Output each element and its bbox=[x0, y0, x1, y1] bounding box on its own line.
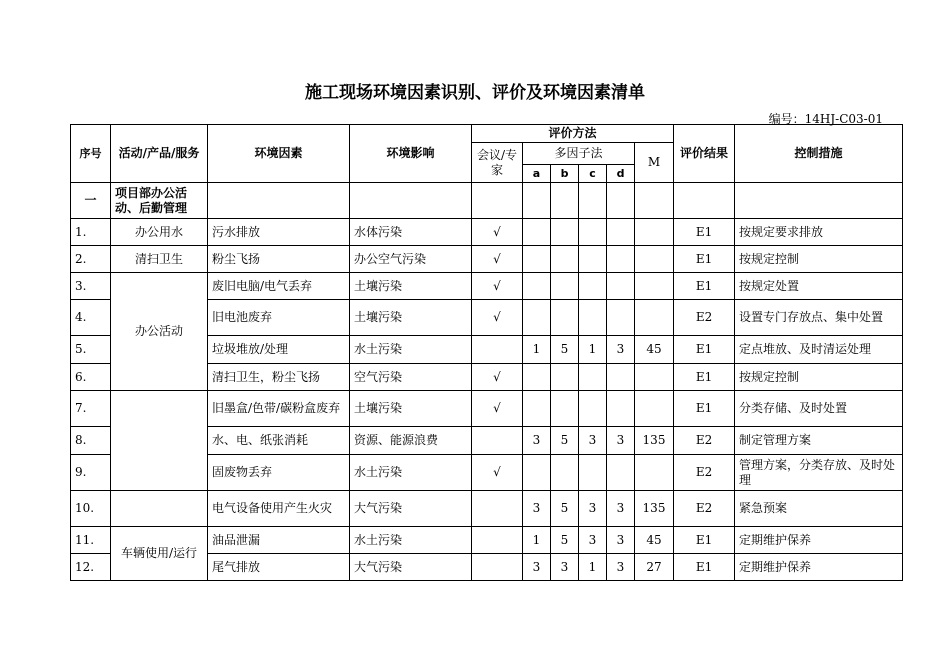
evaluation-result: E1 bbox=[674, 391, 735, 427]
environment-impact: 大气污染 bbox=[350, 554, 472, 581]
factor-c: 3 bbox=[579, 527, 607, 554]
header-b: b bbox=[551, 165, 579, 183]
table-row bbox=[71, 246, 903, 273]
factor-b: 5 bbox=[551, 427, 579, 455]
section-name: 项目部办公活动、后勤管理 bbox=[111, 183, 208, 219]
meeting-expert-mark: √ bbox=[472, 455, 523, 491]
header-c: c bbox=[579, 165, 607, 183]
factor-m bbox=[635, 391, 674, 427]
row-number: 11. bbox=[71, 527, 111, 554]
activity-group: 清扫卫生 bbox=[111, 246, 208, 273]
factor-d: 3 bbox=[607, 491, 635, 527]
factor-b: 3 bbox=[551, 554, 579, 581]
factor-b: 5 bbox=[551, 336, 579, 364]
header-measure: 控制措施 bbox=[735, 125, 903, 183]
environment-impact: 水土污染 bbox=[350, 455, 472, 491]
factor-c bbox=[579, 300, 607, 336]
environment-impact: 土壤污染 bbox=[350, 273, 472, 300]
document-number: 编号：14HJ-C03-01 bbox=[768, 112, 883, 126]
header-factor: 环境因素 bbox=[208, 125, 350, 183]
meeting-expert-mark bbox=[472, 491, 523, 527]
factor-m bbox=[635, 219, 674, 246]
factor-d bbox=[607, 364, 635, 391]
evaluation-result: E1 bbox=[674, 527, 735, 554]
factor-a: 3 bbox=[523, 491, 551, 527]
environment-impact: 大气污染 bbox=[350, 491, 472, 527]
environment-impact: 办公空气污染 bbox=[350, 246, 472, 273]
table-body bbox=[71, 219, 903, 581]
control-measure: 按规定处置 bbox=[735, 273, 903, 300]
factor-c: 1 bbox=[579, 554, 607, 581]
header-multi: 多因子法 bbox=[523, 143, 635, 165]
factor-m bbox=[635, 455, 674, 491]
factor-c: 1 bbox=[579, 336, 607, 364]
row-number: 8. bbox=[71, 427, 111, 455]
factor-c: 3 bbox=[579, 427, 607, 455]
factor-a bbox=[523, 219, 551, 246]
control-measure: 定期维护保养 bbox=[735, 527, 903, 554]
row-number: 10. bbox=[71, 491, 111, 527]
environment-impact: 土壤污染 bbox=[350, 391, 472, 427]
header-d: d bbox=[607, 165, 635, 183]
activity-group bbox=[111, 491, 208, 527]
activity-group bbox=[111, 391, 208, 491]
factor-m: 135 bbox=[635, 491, 674, 527]
meeting-expert-mark: √ bbox=[472, 300, 523, 336]
environment-factor: 旧墨盒/色带/碳粉盒废弃 bbox=[208, 391, 350, 427]
factor-b bbox=[551, 219, 579, 246]
evaluation-result: E2 bbox=[674, 455, 735, 491]
factor-b: 5 bbox=[551, 527, 579, 554]
table-row bbox=[71, 391, 903, 427]
factor-a bbox=[523, 391, 551, 427]
environment-impact: 空气污染 bbox=[350, 364, 472, 391]
factor-b bbox=[551, 391, 579, 427]
factor-b bbox=[551, 246, 579, 273]
factor-m: 27 bbox=[635, 554, 674, 581]
factor-c bbox=[579, 273, 607, 300]
meeting-expert-mark bbox=[472, 427, 523, 455]
meeting-expert-mark: √ bbox=[472, 364, 523, 391]
row-number: 2. bbox=[71, 246, 111, 273]
control-measure: 制定管理方案 bbox=[735, 427, 903, 455]
row-number: 9. bbox=[71, 455, 111, 491]
control-measure: 分类存储、及时处置 bbox=[735, 391, 903, 427]
header-eval-method: 评价方法 bbox=[472, 125, 674, 143]
control-measure: 按规定控制 bbox=[735, 364, 903, 391]
factor-a bbox=[523, 300, 551, 336]
factor-a: 1 bbox=[523, 336, 551, 364]
environment-factor: 固废物丢弃 bbox=[208, 455, 350, 491]
header-m: M bbox=[635, 143, 674, 183]
table-row bbox=[71, 219, 903, 246]
control-measure: 定期维护保养 bbox=[735, 554, 903, 581]
table-row bbox=[71, 273, 903, 300]
meeting-expert-mark bbox=[472, 336, 523, 364]
evaluation-result: E1 bbox=[674, 336, 735, 364]
meeting-expert-mark: √ bbox=[472, 219, 523, 246]
header-row-1 bbox=[71, 125, 903, 143]
factor-d bbox=[607, 391, 635, 427]
factor-c bbox=[579, 391, 607, 427]
environment-factor: 污水排放 bbox=[208, 219, 350, 246]
row-number: 4. bbox=[71, 300, 111, 336]
activity-group: 车辆使用/运行 bbox=[111, 527, 208, 581]
factor-a bbox=[523, 455, 551, 491]
factor-m bbox=[635, 273, 674, 300]
environment-factor-table bbox=[70, 124, 903, 581]
environment-impact: 资源、能源浪费 bbox=[350, 427, 472, 455]
meeting-expert-mark bbox=[472, 554, 523, 581]
environment-impact: 水土污染 bbox=[350, 336, 472, 364]
evaluation-result: E1 bbox=[674, 246, 735, 273]
environment-factor: 尾气排放 bbox=[208, 554, 350, 581]
evaluation-result: E2 bbox=[674, 300, 735, 336]
header-meeting: 会议/专家 bbox=[472, 143, 523, 183]
control-measure: 管理方案，分类存放、及时处理 bbox=[735, 455, 903, 491]
section-number: 一 bbox=[71, 183, 111, 219]
row-number: 3. bbox=[71, 273, 111, 300]
meeting-expert-mark: √ bbox=[472, 273, 523, 300]
header-activity: 活动/产品/服务 bbox=[111, 125, 208, 183]
factor-d: 3 bbox=[607, 427, 635, 455]
table-row bbox=[71, 527, 903, 554]
factor-d bbox=[607, 455, 635, 491]
environment-factor: 废旧电脑/电气丢弃 bbox=[208, 273, 350, 300]
factor-a bbox=[523, 246, 551, 273]
table-row bbox=[71, 491, 903, 527]
activity-group: 办公活动 bbox=[111, 273, 208, 391]
row-number: 5. bbox=[71, 336, 111, 364]
factor-m bbox=[635, 246, 674, 273]
factor-a bbox=[523, 364, 551, 391]
environment-impact: 土壤污染 bbox=[350, 300, 472, 336]
factor-m: 135 bbox=[635, 427, 674, 455]
factor-c bbox=[579, 364, 607, 391]
environment-factor: 清扫卫生，粉尘飞扬 bbox=[208, 364, 350, 391]
factor-a: 3 bbox=[523, 554, 551, 581]
environment-factor: 电气设备使用产生火灾 bbox=[208, 491, 350, 527]
header-seq: 序号 bbox=[71, 125, 111, 183]
factor-d bbox=[607, 300, 635, 336]
factor-d bbox=[607, 219, 635, 246]
row-number: 1. bbox=[71, 219, 111, 246]
control-measure: 紧急预案 bbox=[735, 491, 903, 527]
evaluation-result: E2 bbox=[674, 427, 735, 455]
factor-a: 1 bbox=[523, 527, 551, 554]
factor-d: 3 bbox=[607, 336, 635, 364]
row-number: 12. bbox=[71, 554, 111, 581]
control-measure: 按规定控制 bbox=[735, 246, 903, 273]
factor-b bbox=[551, 300, 579, 336]
environment-factor: 水、电、纸张消耗 bbox=[208, 427, 350, 455]
row-number: 7. bbox=[71, 391, 111, 427]
factor-c bbox=[579, 219, 607, 246]
header-result: 评价结果 bbox=[674, 125, 735, 183]
activity-group: 办公用水 bbox=[111, 219, 208, 246]
evaluation-result: E1 bbox=[674, 364, 735, 391]
evaluation-result: E1 bbox=[674, 273, 735, 300]
environment-factor: 垃圾堆放/处理 bbox=[208, 336, 350, 364]
factor-m: 45 bbox=[635, 336, 674, 364]
evaluation-result: E2 bbox=[674, 491, 735, 527]
factor-a bbox=[523, 273, 551, 300]
header-impact: 环境影响 bbox=[350, 125, 472, 183]
control-measure: 按规定要求排放 bbox=[735, 219, 903, 246]
factor-m bbox=[635, 300, 674, 336]
factor-b bbox=[551, 364, 579, 391]
row-number: 6. bbox=[71, 364, 111, 391]
meeting-expert-mark: √ bbox=[472, 391, 523, 427]
factor-b bbox=[551, 455, 579, 491]
factor-c bbox=[579, 455, 607, 491]
factor-a: 3 bbox=[523, 427, 551, 455]
factor-d bbox=[607, 273, 635, 300]
factor-b: 5 bbox=[551, 491, 579, 527]
environment-factor: 油品泄漏 bbox=[208, 527, 350, 554]
meeting-expert-mark bbox=[472, 527, 523, 554]
control-measure: 设置专门存放点、集中处置 bbox=[735, 300, 903, 336]
evaluation-result: E1 bbox=[674, 554, 735, 581]
environment-factor: 粉尘飞扬 bbox=[208, 246, 350, 273]
page-title: 施工现场环境因素识别、评价及环境因素清单 bbox=[305, 83, 645, 103]
factor-b bbox=[551, 273, 579, 300]
factor-d bbox=[607, 246, 635, 273]
environment-impact: 水体污染 bbox=[350, 219, 472, 246]
factor-m bbox=[635, 364, 674, 391]
section-row bbox=[71, 183, 903, 219]
meeting-expert-mark: √ bbox=[472, 246, 523, 273]
header-a: a bbox=[523, 165, 551, 183]
evaluation-result: E1 bbox=[674, 219, 735, 246]
factor-m: 45 bbox=[635, 527, 674, 554]
factor-d: 3 bbox=[607, 527, 635, 554]
environment-factor: 旧电池废弃 bbox=[208, 300, 350, 336]
factor-c: 3 bbox=[579, 491, 607, 527]
factor-c bbox=[579, 246, 607, 273]
control-measure: 定点堆放、及时清运处理 bbox=[735, 336, 903, 364]
factor-d: 3 bbox=[607, 554, 635, 581]
environment-impact: 水土污染 bbox=[350, 527, 472, 554]
